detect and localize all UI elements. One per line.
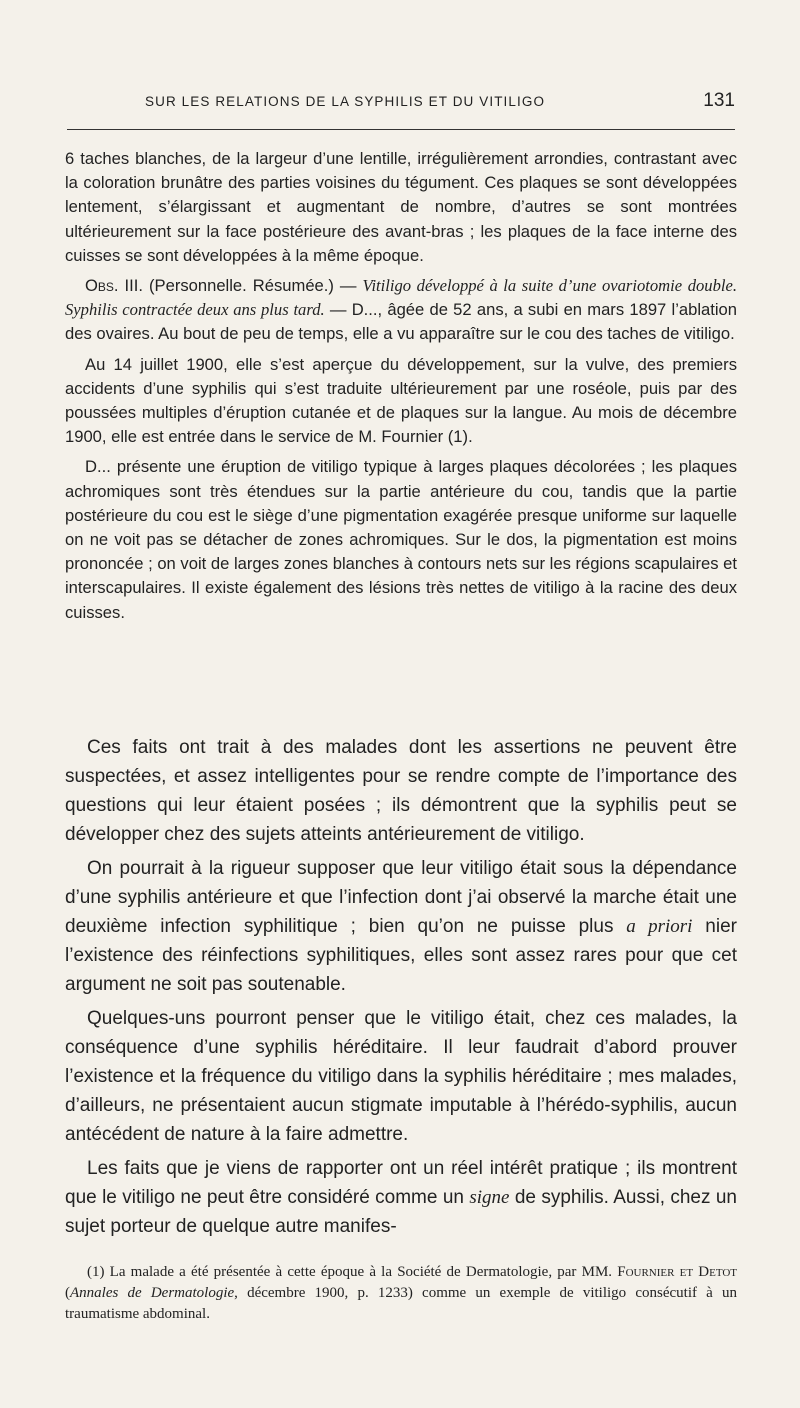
observation-title: Vitiligo développé à la suite d’une ovariotomie double. Syphilis contractée deux ans plus tard.	[65, 276, 737, 320]
text-run: On pourrait à la rigueur supposer que leur vitiligo était sous la dépendance d’une syphilis antérieure et que l’infection dont j’ai observé la marche était une deuxième infection syphilitique ; bien qu’on ne puisse plus	[65, 858, 737, 937]
running-title: SUR LES RELATIONS DE LA SYPHILIS ET DU VITILIGO	[145, 94, 546, 109]
text-run: Les faits que je viens de rapporter ont un réel intérêt pratique ; ils montrent que le vitiligo ne peut être considéré comme un	[65, 1158, 737, 1208]
paragraph: Ces faits ont trait à des malades dont les assertions ne peuvent être suspectées, et assez intelligentes pour se rendre compte de l’importance des questions qui leur étaient posées ; ils démontrent que la syphilis peut se développer chez des sujets atteints antérieurement de vitiligo.	[65, 737, 737, 845]
text-run: nier l’existence des réinfections syphilitiques, elles sont assez rares pour que cet argument ne soit pas soutenable.	[65, 916, 737, 995]
text-run: de syphilis. Aussi, chez un sujet porteur de quelque autre manifes-	[65, 1187, 737, 1237]
footnote-section	[65, 1262, 737, 1325]
page-number: 131	[703, 90, 735, 111]
italic-term: signe	[469, 1187, 510, 1208]
observation-heading-paragraph	[65, 274, 737, 347]
paragraph: Au 14 juillet 1900, elle s’est aperçue du développement, sur la vulve, des premiers accidents d’une syphilis qui s’est traduite ultérieurement par une roséole, puis par des poussées multiples d’éruption cutanée et de plaques sur la langue. Au mois de décembre 1900, elle est entrée dans le service de M. Fournier (1).	[65, 354, 737, 447]
journal-title: Annales de Dermatologie	[70, 1285, 235, 1301]
observation-section	[65, 147, 737, 631]
author-names: Fournier et Detot	[617, 1264, 738, 1280]
page-header	[67, 88, 735, 124]
paragraph	[65, 1154, 737, 1241]
paragraph: D... présente une éruption de vitiligo typique à larges plaques décolorées ; les plaques achromiques sont très étendues sur la partie antérieure du cou, tandis que la partie postérieure du cou est le siège d’une pigmentation exagérée presque uniforme sur laquelle on ne voit pas se détacher de zones achromiques. Sur le dos, la pigmentation est moins prononcée ; on voit de larges zones blanches à contours nets sur les régions scapulaires et interscapulaires. Il existe également des lésions très nettes de vitiligo à la racine des deux cuisses.	[65, 457, 737, 622]
observation-source: (Personnelle. Résumée.) —	[142, 276, 363, 296]
observation-label: Obs. III.	[85, 276, 143, 296]
text-run: , décembre 1900, p. 1233) comme un exemple de vitiligo consécutif à un traumatisme abdominal.	[65, 1285, 737, 1322]
text-run: (1) La malade a été présentée à cette époque à la Société de Dermatologie, par MM.	[87, 1264, 618, 1280]
paragraph: Quelques-uns pourront penser que le vitiligo était, chez ces malades, la conséquence d’une syphilis héréditaire. Il leur faudrait d’abord prouver l’existence et la fréquence du vitiligo dans la syphilis héréditaire ; mes malades, d’ailleurs, ne présentaient aucun stigmate imputable à l’hérédo-syphilis, aucun antécédent de nature à la faire admettre.	[65, 1008, 737, 1145]
observation-text: — D..., âgée de 52 ans, a subi en mars 1897 l’ablation des ovaires. Au bout de peu de temps, elle a vu apparaître sur le cou des taches de vitiligo.	[65, 300, 738, 344]
italic-term: a priori	[626, 916, 693, 937]
paragraph	[65, 854, 737, 999]
paragraph: 6 taches blanches, de la largeur d’une lentille, irrégulièrement arrondies, contrastant avec la coloration brunâtre des parties voisines du tégument. Ces plaques se sont développées lentement, s’élargissant et augmentant de nombre, d’autres se sont montrées ultérieurement sur la face postérieure des avant-bras ; les plaques de la face interne des cuisses se sont développées à la même époque.	[65, 149, 737, 265]
footnote	[65, 1262, 737, 1325]
text-run: (	[65, 1285, 70, 1301]
header-rule	[67, 129, 735, 130]
main-text	[65, 733, 737, 1246]
